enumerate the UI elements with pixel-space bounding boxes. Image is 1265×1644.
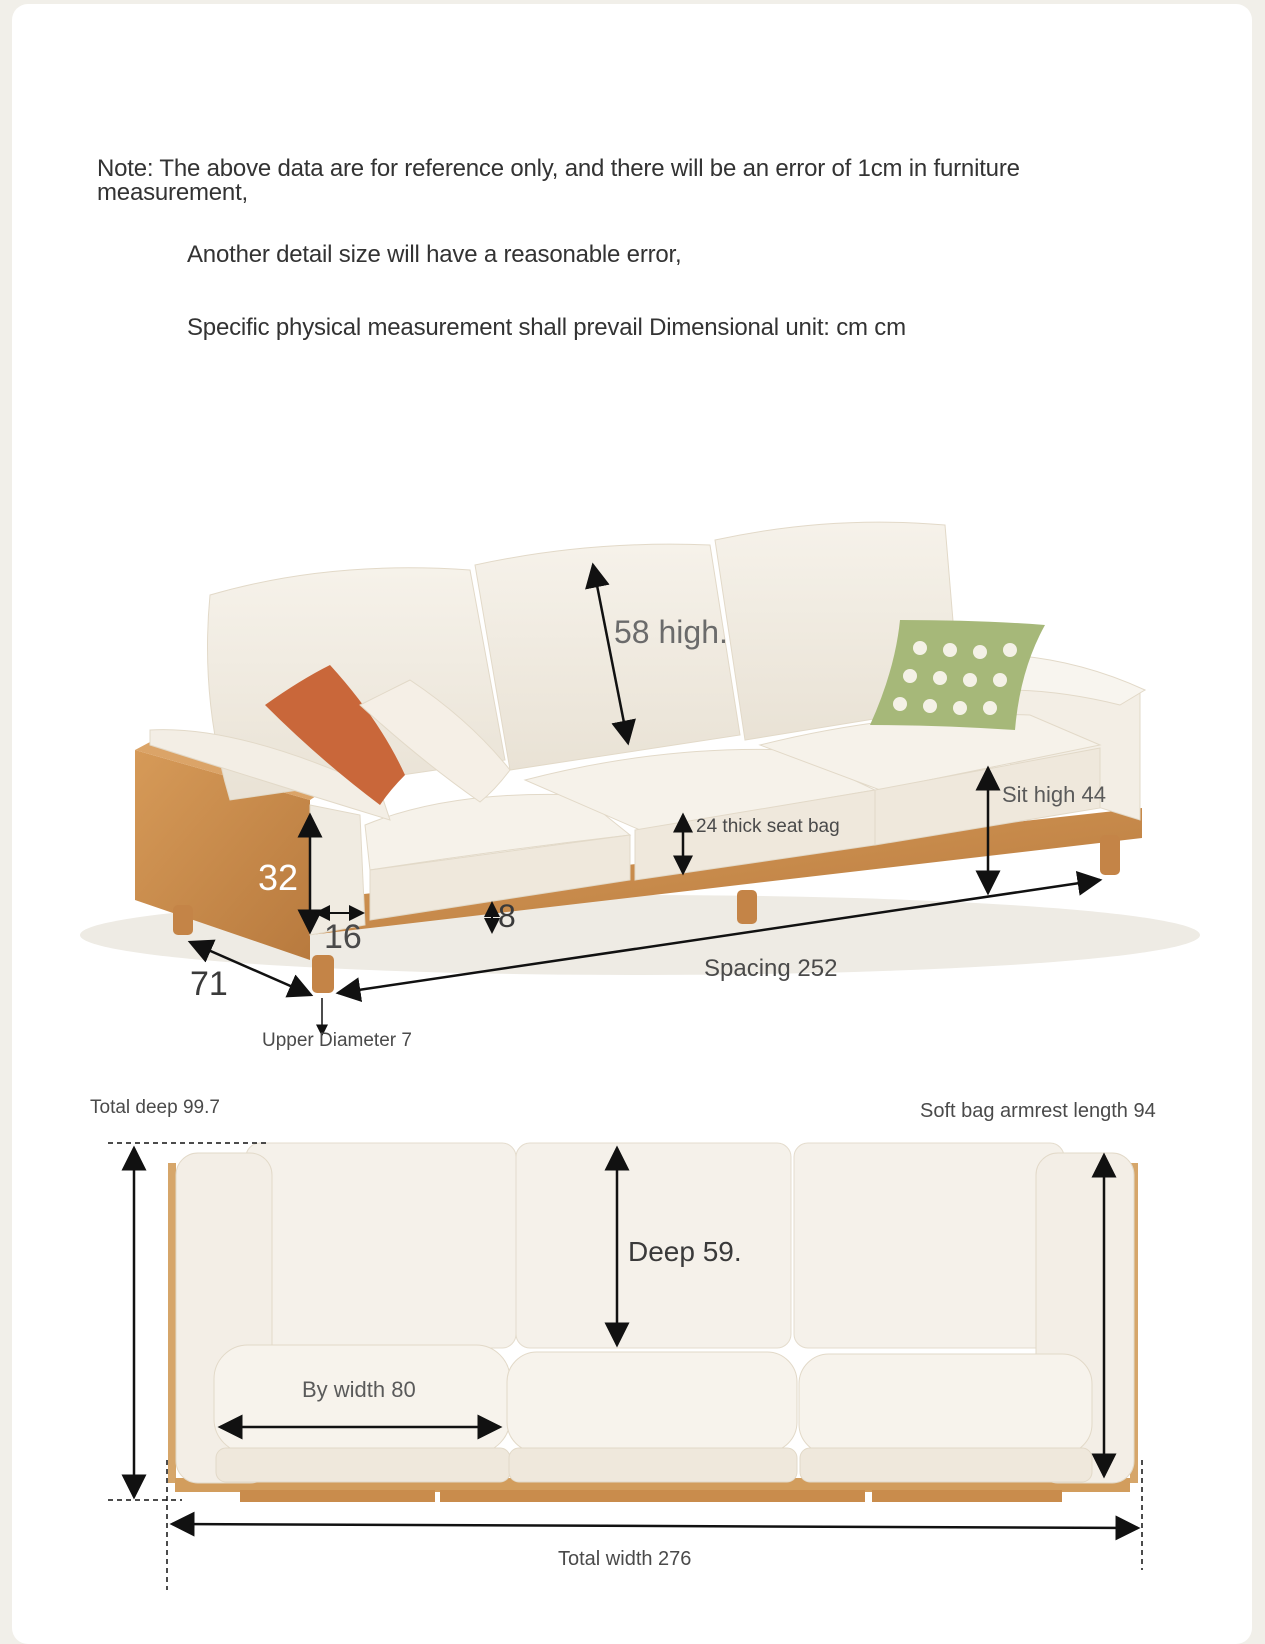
seat-width-label: By width 80 — [302, 1377, 416, 1402]
seat-bag-label: 24 thick seat bag — [696, 816, 840, 837]
arm-width-label: 16 — [324, 918, 362, 956]
seat-deep-label: Deep 59. — [628, 1236, 742, 1267]
seat-height-label: Sit high 44 — [1002, 782, 1106, 807]
arm-height-label: 32 — [258, 857, 299, 898]
total-width-label: Total width 276 — [558, 1548, 692, 1570]
base-height-label: 8 — [498, 898, 516, 934]
armrest-length-label: Soft bag armrest length 94 — [920, 1100, 1156, 1122]
depth-label: 71 — [190, 965, 228, 1003]
note-line-2: Another detail size will have a reasonable error, — [187, 241, 682, 268]
total-deep-label: Total deep 99.7 — [90, 1097, 220, 1118]
note-line-1: Note: The above data are for reference only, and there will be an error of 1cm in furniture — [97, 155, 1020, 182]
leg-diameter-label: Upper Diameter 7 — [262, 1030, 412, 1051]
leg-spacing-label: Spacing 252 — [704, 955, 838, 982]
note-line-1-continued: measurement, — [97, 179, 248, 206]
note-line-3: Specific physical measurement shall prevail Dimensional unit: cm cm — [187, 314, 906, 341]
back-height-label: 58 high. — [614, 614, 728, 650]
